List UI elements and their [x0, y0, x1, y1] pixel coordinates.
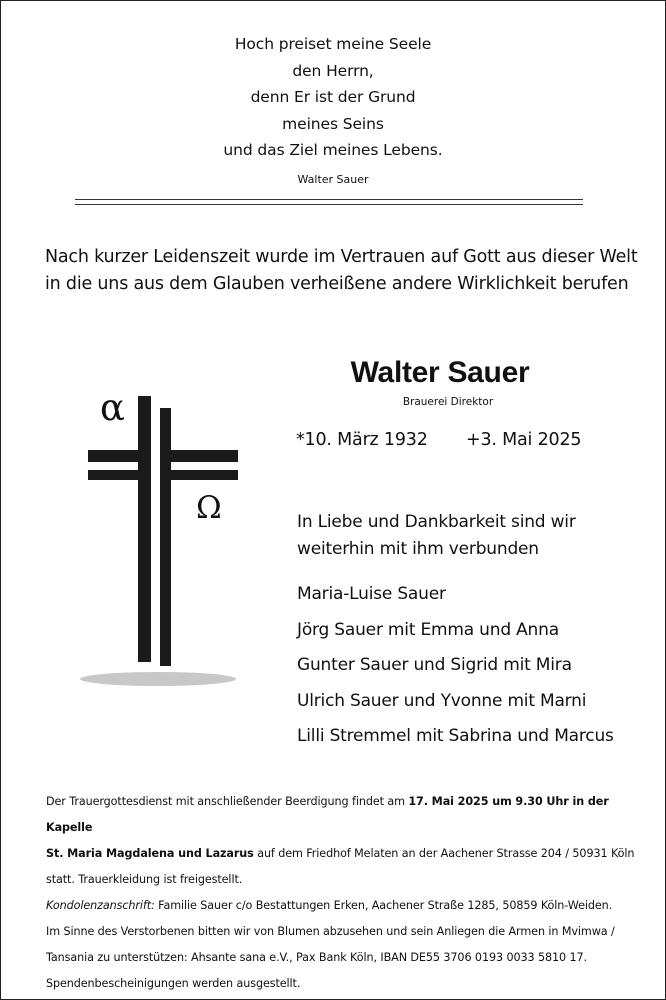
service-details — [46, 789, 646, 997]
thanks-line: In Liebe und Dankbarkeit sind wir — [297, 512, 576, 532]
mourners-list — [297, 577, 657, 755]
quote-author: Walter Sauer — [297, 172, 369, 186]
chapel-name: St. Maria Magdalena und Lazarus — [46, 847, 254, 860]
footer-line: Tansania zu unterstützen: Ahsante sana e.V., Pax Bank Köln, IBAN DE55 3706 0193 0033 5810 17. — [46, 951, 587, 964]
mourner-item: Lilli Stremmel mit Sabrina und Marcus — [297, 726, 614, 746]
footer-line — [46, 893, 646, 919]
quote-line: und das Ziel meines Lebens. — [223, 141, 443, 159]
deceased-name: Walter Sauer — [350, 356, 530, 389]
footer-text: Der Trauergottesdienst mit anschließender Beerdigung findet am — [46, 795, 409, 808]
footer-line — [46, 841, 646, 867]
quote-line: Hoch preiset meine Seele — [234, 35, 432, 53]
mourner-item: Ulrich Sauer und Yvonne mit Marni — [297, 690, 587, 711]
bible-quote — [0, 31, 666, 187]
quote-line: meines Seins — [282, 114, 384, 133]
footer-text: auf dem Friedhof Melaten an der Aachener Strasse 204 / 50931 Köln — [253, 847, 635, 860]
thanks-line: weiterhin mit ihm verbunden — [297, 539, 539, 559]
mourner-item: Jörg Sauer mit Emma und Anna — [297, 619, 559, 640]
death-date: +3. Mai 2025 — [466, 430, 582, 450]
intro-line: in die uns aus dem Glauben verheißene andere Wirklichkeit berufen — [45, 274, 629, 294]
mourner-item: Maria-Luise Sauer — [297, 584, 446, 604]
alpha-symbol: α — [100, 386, 125, 429]
condolence-label: Kondolenzanschrift: — [46, 899, 155, 912]
intro-line: Nach kurzer Leidenszeit wurde im Vertrauen auf Gott aus dieser Welt — [45, 247, 638, 267]
footer-line: statt. Trauerkleidung ist freigestellt. — [46, 873, 243, 886]
footer-line — [46, 789, 646, 841]
footer-line: Spendenbescheinigungen werden ausgestellt. — [46, 977, 301, 990]
quote-line: denn Er ist der Grund — [250, 88, 416, 106]
birth-date: *10. März 1932 — [296, 430, 428, 450]
thanks-text — [297, 509, 637, 563]
cross-icon — [78, 388, 248, 688]
service-date: 17. Mai 2025 um 9.30 Uhr in der Kapelle — [46, 795, 609, 834]
omega-symbol: Ω — [196, 490, 222, 526]
mourner-item: Gunter Sauer und Sigrid mit Mira — [297, 655, 572, 675]
double-divider — [75, 199, 583, 205]
footer-line: Im Sinne des Verstorbenen bitten wir von Blumen abzusehen und sein Anliegen die Armen in Mvimwa / — [46, 925, 615, 938]
intro-text — [45, 244, 645, 298]
deceased-profession: Brauerei Direktor — [402, 396, 494, 408]
footer-text: Familie Sauer c/o Bestattungen Erken, Aachener Straße 1285, 50859 Köln-Weiden. — [154, 899, 613, 912]
quote-line: den Herrn, — [292, 61, 374, 80]
